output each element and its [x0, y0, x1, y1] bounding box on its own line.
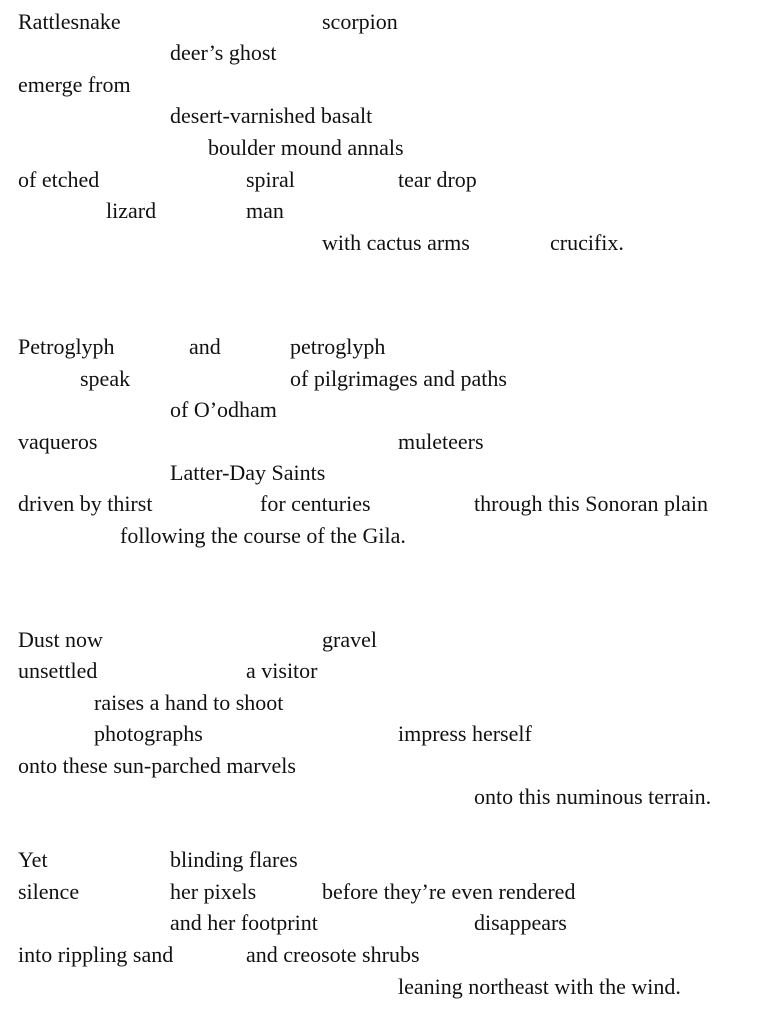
poem-phrase: of etched — [18, 167, 100, 192]
poem-phrase: raises a hand to shoot — [94, 690, 284, 715]
poem-phrase: and creosote shrubs — [246, 942, 420, 967]
poem-phrase: a visitor — [246, 658, 318, 683]
poem-phrase: disappears — [474, 910, 567, 935]
poem-phrase: spiral — [246, 167, 295, 192]
poem-phrase: deer’s ghost — [170, 40, 277, 65]
poem-phrase: tear drop — [398, 167, 477, 192]
poem-phrase: Yet — [18, 847, 48, 872]
poem-phrase: emerge from — [18, 72, 131, 97]
poem-phrase: speak — [80, 366, 131, 391]
poem-phrase: blinding flares — [170, 847, 298, 872]
poem-phrase: before they’re even rendered — [322, 879, 576, 904]
poem-phrase: petroglyph — [290, 334, 386, 359]
poem-phrase: onto these sun-parched marvels — [18, 753, 296, 778]
poem-phrase: crucifix. — [550, 230, 624, 255]
poem-phrase: onto this numinous terrain. — [474, 784, 712, 809]
poem-phrase: following the course of the Gila. — [120, 523, 406, 548]
poem-phrase: with cactus arms — [322, 230, 470, 255]
poem-phrase: into rippling sand — [18, 942, 174, 967]
poem-phrase: lizard — [106, 198, 157, 223]
poem-phrase: photographs — [94, 721, 203, 746]
poem-phrase: gravel — [322, 627, 377, 652]
poem-phrase: desert-varnished basalt — [170, 103, 373, 128]
poem-phrase: her pixels — [170, 879, 257, 904]
poem-phrase: boulder mound annals — [208, 135, 404, 160]
poem-phrase: Latter-Day Saints — [170, 460, 326, 485]
poem-phrase: scorpion — [322, 9, 398, 34]
poem-phrase: and her footprint — [170, 910, 318, 935]
poem-phrase: Dust now — [18, 627, 103, 652]
poem-phrase: through this Sonoran plain — [474, 491, 709, 516]
poem-phrase: vaqueros — [18, 429, 98, 454]
poem-phrase: Petroglyph — [18, 334, 115, 359]
poem-phrase: man — [246, 198, 284, 223]
poem-phrase: leaning northeast with the wind. — [398, 974, 681, 999]
poem-phrase: and — [189, 334, 221, 359]
poem-phrase: silence — [18, 879, 80, 904]
poem-phrase: impress herself — [398, 721, 532, 746]
poem-phrase: for centuries — [260, 491, 371, 516]
poem-phrase: of pilgrimages and paths — [290, 366, 507, 391]
poem-phrase: Rattlesnake — [18, 9, 121, 34]
poem-phrase: of O’odham — [170, 397, 277, 422]
poem-phrase: unsettled — [18, 658, 98, 683]
poem-phrase: muleteers — [398, 429, 484, 454]
poem-phrase: driven by thirst — [18, 491, 153, 516]
